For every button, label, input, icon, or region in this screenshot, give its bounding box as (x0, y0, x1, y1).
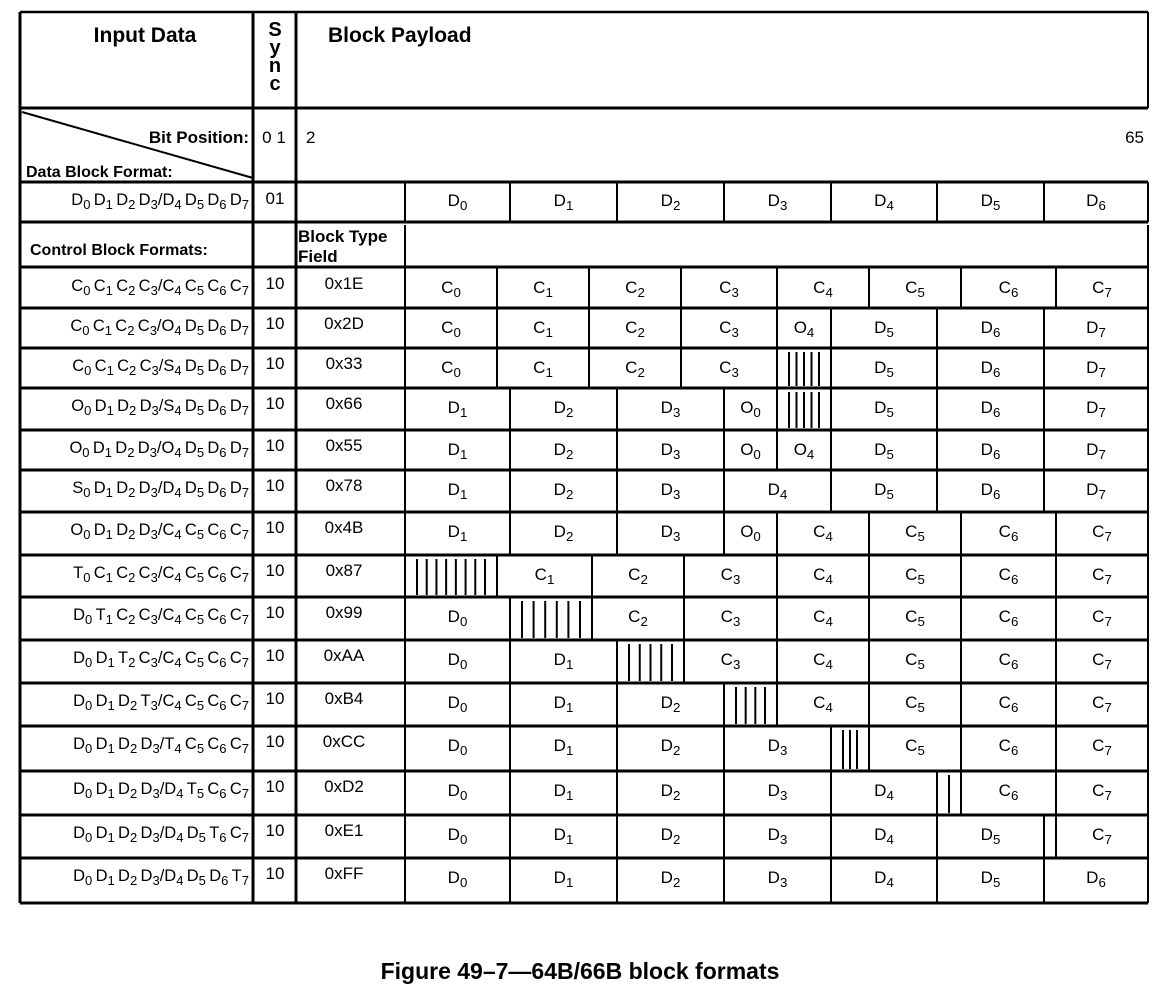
data-octet: D4 (874, 191, 894, 213)
control-field-symbol: D5 (874, 318, 894, 340)
control-field-symbol: D2 (660, 693, 681, 715)
control-field-symbol: C1 (533, 358, 553, 380)
data-octet: D5 (980, 191, 1001, 213)
control-row-input: D0 D1 D2 D3/D4 D5 D6 T7 (73, 867, 249, 888)
data-octet: D0 (447, 191, 468, 213)
data-octet: D1 (553, 191, 574, 213)
control-row-input: O0 D1 D2 D3/C4 C5 C6 C7 (70, 521, 249, 542)
control-field-symbol: C5 (905, 522, 925, 544)
data-block-input: D0 D1 D2 D3/D4 D5 D6 D7 (71, 191, 249, 212)
control-field-symbol: D5 (980, 825, 1001, 847)
sync-heading-letter: n (268, 55, 282, 77)
control-field-symbol: D2 (553, 522, 574, 544)
block-type-value: 0xB4 (324, 689, 364, 708)
sync-bit-positions: 0 1 (262, 128, 286, 147)
control-field-symbol: D6 (980, 398, 1001, 420)
control-field-symbol: D0 (447, 650, 468, 672)
control-row-sync: 10 (265, 821, 285, 840)
control-field-symbol: C7 (1092, 522, 1112, 544)
control-field-symbol: C3 (720, 650, 741, 672)
control-field-symbol: D1 (447, 398, 468, 420)
control-row-sync: 10 (265, 603, 285, 622)
control-field-symbol: O4 (793, 440, 815, 462)
block-type-value: 0xAA (323, 646, 365, 665)
control-field-symbol: O4 (793, 318, 815, 340)
control-field-symbol: D6 (980, 480, 1001, 502)
control-field-symbol: D5 (874, 480, 894, 502)
control-field-symbol: D2 (660, 736, 681, 758)
data-block-format-label: Data Block Format: (26, 164, 173, 181)
control-field-symbol: C7 (1092, 693, 1112, 715)
control-field-symbol: C1 (534, 565, 555, 587)
block-type-value: 0x2D (324, 314, 364, 333)
control-field-symbol: D3 (767, 825, 788, 847)
control-field-symbol: C2 (628, 607, 648, 629)
control-field-symbol: D3 (767, 868, 788, 890)
control-field-symbol: D7 (1086, 358, 1106, 380)
control-field-symbol: D7 (1086, 398, 1106, 420)
control-field-symbol: D1 (447, 522, 468, 544)
control-row-input: O0 D1 D2 D3/O4 D5 D6 D7 (69, 439, 249, 460)
control-field-symbol: C2 (628, 565, 648, 587)
control-field-symbol: C7 (1092, 781, 1112, 803)
control-row-sync: 10 (265, 646, 285, 665)
control-field-symbol: C6 (998, 522, 1019, 544)
control-field-symbol: C4 (813, 565, 833, 587)
figure-caption: Figure 49–7—64B/66B block formats (380, 958, 780, 984)
control-field-symbol: C3 (720, 607, 741, 629)
control-field-symbol: C4 (813, 607, 833, 629)
sync-heading-letter: y (269, 37, 281, 59)
control-field-symbol: O0 (740, 522, 761, 544)
control-field-symbol: C1 (533, 318, 553, 340)
control-field-symbol: C7 (1092, 607, 1112, 629)
control-field-symbol: C4 (813, 522, 833, 544)
control-field-symbol: D0 (447, 693, 468, 715)
control-field-symbol: D2 (660, 825, 681, 847)
block-type-value: 0xFF (324, 864, 364, 883)
control-field-symbol: C0 (441, 318, 461, 340)
control-field-symbol: D4 (767, 480, 788, 502)
control-field-symbol: D4 (874, 825, 894, 847)
block-type-value: 0x87 (325, 561, 363, 580)
control-field-symbol: C6 (998, 278, 1019, 300)
control-row-sync: 10 (265, 354, 285, 373)
input-data-heading: Input Data (93, 24, 197, 47)
control-field-symbol: D0 (447, 607, 468, 629)
control-field-symbol: D0 (447, 868, 468, 890)
control-field-symbol: C3 (719, 318, 739, 340)
control-field-symbol: C4 (813, 278, 833, 300)
control-field-symbol: D4 (874, 868, 894, 890)
control-row-sync: 10 (265, 436, 285, 455)
control-row-sync: 10 (265, 476, 285, 495)
control-row-input: C0 C1 C2 C3/O4 D5 D6 D7 (70, 317, 249, 338)
control-field-symbol: D2 (553, 440, 574, 462)
control-field-symbol: D3 (660, 522, 681, 544)
block-type-field-label: Block Type (298, 227, 388, 246)
payload-end-bit: 65 (1125, 128, 1144, 147)
control-field-symbol: D2 (660, 868, 681, 890)
control-field-symbol: D2 (660, 781, 681, 803)
control-field-symbol: D5 (874, 398, 894, 420)
control-row-input: T0 C1 C2 C3/C4 C5 C6 C7 (73, 564, 249, 585)
block-payload-heading: Block Payload (328, 24, 472, 47)
control-row-input: C0 C1 C2 C3/C4 C5 C6 C7 (71, 277, 249, 298)
control-field-symbol: C3 (719, 278, 739, 300)
control-field-symbol: D2 (553, 398, 574, 420)
control-field-symbol: D1 (553, 868, 574, 890)
control-row-input: D0 D1 T2 C3/C4 C5 C6 C7 (73, 649, 249, 670)
control-row-sync: 10 (265, 314, 285, 333)
data-octet: D2 (660, 191, 681, 213)
control-field-symbol: C2 (625, 318, 645, 340)
control-row-input: D0 D1 D2 T3/C4 C5 C6 C7 (73, 692, 249, 713)
control-row-input: D0 T1 C2 C3/C4 C5 C6 C7 (73, 606, 249, 627)
block-type-value: 0x99 (325, 603, 363, 622)
control-field-symbol: C3 (719, 358, 739, 380)
block-type-value: 0x4B (324, 518, 364, 537)
control-field-symbol: C6 (998, 650, 1019, 672)
control-field-symbol: D0 (447, 825, 468, 847)
block-type-value: 0xD2 (324, 777, 364, 796)
control-field-symbol: D7 (1086, 318, 1106, 340)
sync-heading-letter: S (268, 19, 282, 41)
block-type-value: 0x78 (325, 476, 363, 495)
control-row-input: D0 D1 D2 D3/D4 D5 T6 C7 (73, 824, 249, 845)
control-row-input: D0 D1 D2 D3/T4 C5 C6 C7 (73, 735, 249, 756)
control-field-symbol: C4 (813, 693, 833, 715)
control-row-input: S0 D1 D2 D3/D4 D5 D6 D7 (72, 479, 249, 500)
control-field-symbol: D1 (553, 693, 574, 715)
control-field-symbol: C7 (1092, 825, 1112, 847)
control-field-symbol: C2 (625, 278, 645, 300)
control-field-symbol: D3 (660, 398, 681, 420)
control-field-symbol: D0 (447, 781, 468, 803)
control-field-symbol: C6 (998, 607, 1019, 629)
control-field-symbol: O0 (740, 440, 761, 462)
control-field-symbol: C5 (905, 650, 925, 672)
control-row-sync: 10 (265, 732, 285, 751)
control-field-symbol: D6 (1086, 868, 1106, 890)
block-type-value: 0x1E (324, 274, 364, 293)
control-field-symbol: D2 (553, 480, 574, 502)
bit-position-label: Bit Position: (148, 128, 249, 147)
control-field-symbol: D3 (660, 440, 681, 462)
control-field-symbol: D5 (874, 358, 894, 380)
control-field-symbol: C6 (998, 781, 1019, 803)
control-field-symbol: C5 (905, 607, 925, 629)
sync-heading-letter: c (269, 73, 281, 95)
control-field-symbol: C6 (998, 693, 1019, 715)
control-row-sync: 10 (265, 274, 285, 293)
block-type-value: 0x66 (325, 394, 363, 413)
control-field-symbol: C7 (1092, 736, 1112, 758)
data-octet: D3 (767, 191, 788, 213)
control-field-symbol: C5 (905, 693, 925, 715)
control-field-symbol: D1 (447, 480, 468, 502)
control-field-symbol: C0 (441, 358, 461, 380)
control-block-formats-label: Control Block Formats: (30, 242, 208, 259)
control-field-symbol: D6 (980, 358, 1001, 380)
control-row-input: O0 D1 D2 D3/S4 D5 D6 D7 (71, 397, 249, 418)
control-field-symbol: D1 (553, 736, 574, 758)
control-field-symbol: C5 (905, 736, 925, 758)
control-field-symbol: D7 (1086, 440, 1106, 462)
control-field-symbol: C6 (998, 736, 1019, 758)
control-field-symbol: C1 (533, 278, 553, 300)
control-row-sync: 10 (265, 518, 285, 537)
block-type-value: 0x33 (325, 354, 363, 373)
block-type-value: 0x55 (325, 436, 363, 455)
control-field-symbol: D3 (660, 480, 681, 502)
control-field-symbol: D1 (447, 440, 468, 462)
control-field-symbol: C0 (441, 278, 461, 300)
control-field-symbol: C2 (625, 358, 645, 380)
control-field-symbol: C4 (813, 650, 833, 672)
control-field-symbol: D6 (980, 440, 1001, 462)
control-row-sync: 10 (265, 561, 285, 580)
control-field-symbol: C7 (1092, 565, 1112, 587)
control-row-input: C0 C1 C2 C3/S4 D5 D6 D7 (72, 357, 249, 378)
control-row-sync: 10 (265, 864, 285, 883)
control-field-symbol: D6 (980, 318, 1001, 340)
control-field-symbol: D0 (447, 736, 468, 758)
control-field-symbol: D1 (553, 825, 574, 847)
control-field-symbol: D3 (767, 736, 788, 758)
control-field-symbol: D3 (767, 781, 788, 803)
control-field-symbol: D7 (1086, 480, 1106, 502)
data-octet: D6 (1086, 191, 1106, 213)
control-field-symbol: D1 (553, 781, 574, 803)
control-row-input: D0 D1 D2 D3/D4 T5 C6 C7 (73, 780, 249, 801)
control-field-symbol: C3 (720, 565, 741, 587)
control-field-symbol: C5 (905, 278, 925, 300)
control-field-symbol: D5 (980, 868, 1001, 890)
block-type-value: 0xE1 (324, 821, 364, 840)
control-row-sync: 10 (265, 777, 285, 796)
data-block-sync: 01 (265, 189, 285, 208)
control-field-symbol: C6 (998, 565, 1019, 587)
payload-start-bit: 2 (306, 128, 316, 147)
block-type-field-label: Field (298, 247, 338, 266)
control-row-sync: 10 (265, 689, 285, 708)
control-field-symbol: C7 (1092, 278, 1112, 300)
control-field-symbol: C5 (905, 565, 925, 587)
control-field-symbol: O0 (740, 398, 761, 420)
block-type-value: 0xCC (322, 732, 366, 751)
control-field-symbol: C7 (1092, 650, 1112, 672)
control-field-symbol: D4 (874, 781, 894, 803)
control-field-symbol: D1 (553, 650, 574, 672)
control-field-symbol: D5 (874, 440, 894, 462)
control-row-sync: 10 (265, 394, 285, 413)
